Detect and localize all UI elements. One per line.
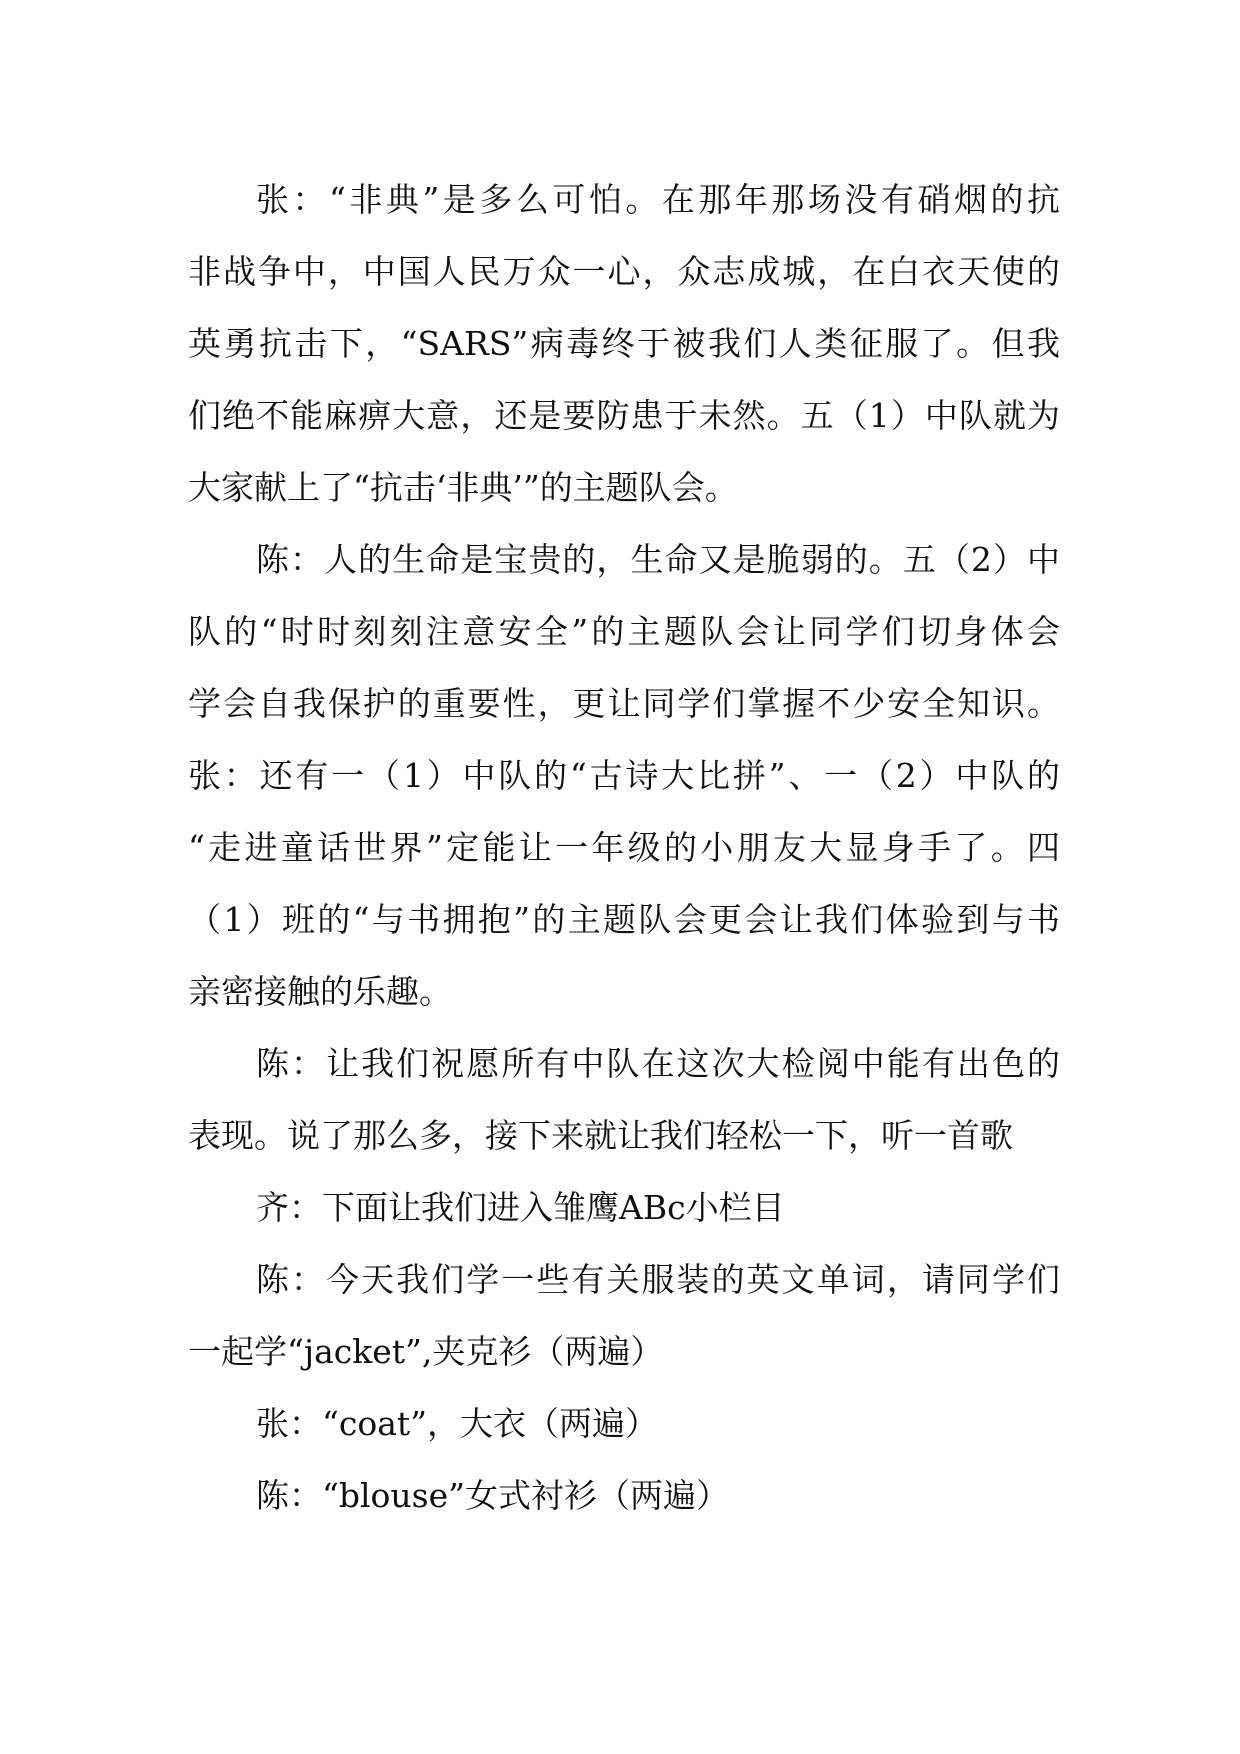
text-line: （1）班的“与书拥抱”的主题队会更会让我们体验到与书	[188, 900, 1060, 939]
text-line: 们绝不能麻痹大意，还是要防患于未然。五（1）中队就为	[188, 396, 1060, 435]
text-line: 张：还有一（1）中队的“古诗大比拼”、一（2）中队的	[188, 756, 1060, 795]
text-line: 张：“coat”，大衣（两遍）	[256, 1404, 659, 1443]
text-line: 亲密接触的乐趣。	[188, 972, 452, 1011]
text-line: 陈：“blouse”女式衬衫（两遍）	[256, 1476, 730, 1515]
text-line: 陈：人的生命是宝贵的，生命又是脆弱的。五（2）中	[256, 540, 1060, 579]
text-line: 非战争中，中国人民万众一心，众志成城，在白衣天使的	[188, 252, 1060, 291]
text-line: 张：“非典”是多么可怕。在那年那场没有硝烟的抗	[256, 180, 1060, 219]
text-line: 齐：下面让我们进入雏鹰ABc小栏目	[256, 1188, 785, 1227]
text-line: 一起学“jacket”,夹克衫（两遍）	[188, 1332, 664, 1371]
text-line: 陈：让我们祝愿所有中队在这次大检阅中能有出色的	[256, 1044, 1060, 1083]
text-line: 陈：今天我们学一些有关服装的英文单词，请同学们	[256, 1260, 1060, 1299]
text-line: 英勇抗击下，“SARS”病毒终于被我们人类征服了。但我	[188, 324, 1060, 363]
text-line: “走进童话世界”定能让一年级的小朋友大显身手了。四	[188, 828, 1060, 867]
text-line: 队的“时时刻刻注意安全”的主题队会让同学们切身体会	[188, 612, 1060, 651]
text-line: 大家献上了“抗击‘非典’”的主题队会。	[188, 468, 738, 507]
text-line: 学会自我保护的重要性，更让同学们掌握不少安全知识。	[188, 684, 1060, 723]
text-line: 表现。说了那么多，接下来就让我们轻松一下，听一首歌	[188, 1116, 1013, 1155]
